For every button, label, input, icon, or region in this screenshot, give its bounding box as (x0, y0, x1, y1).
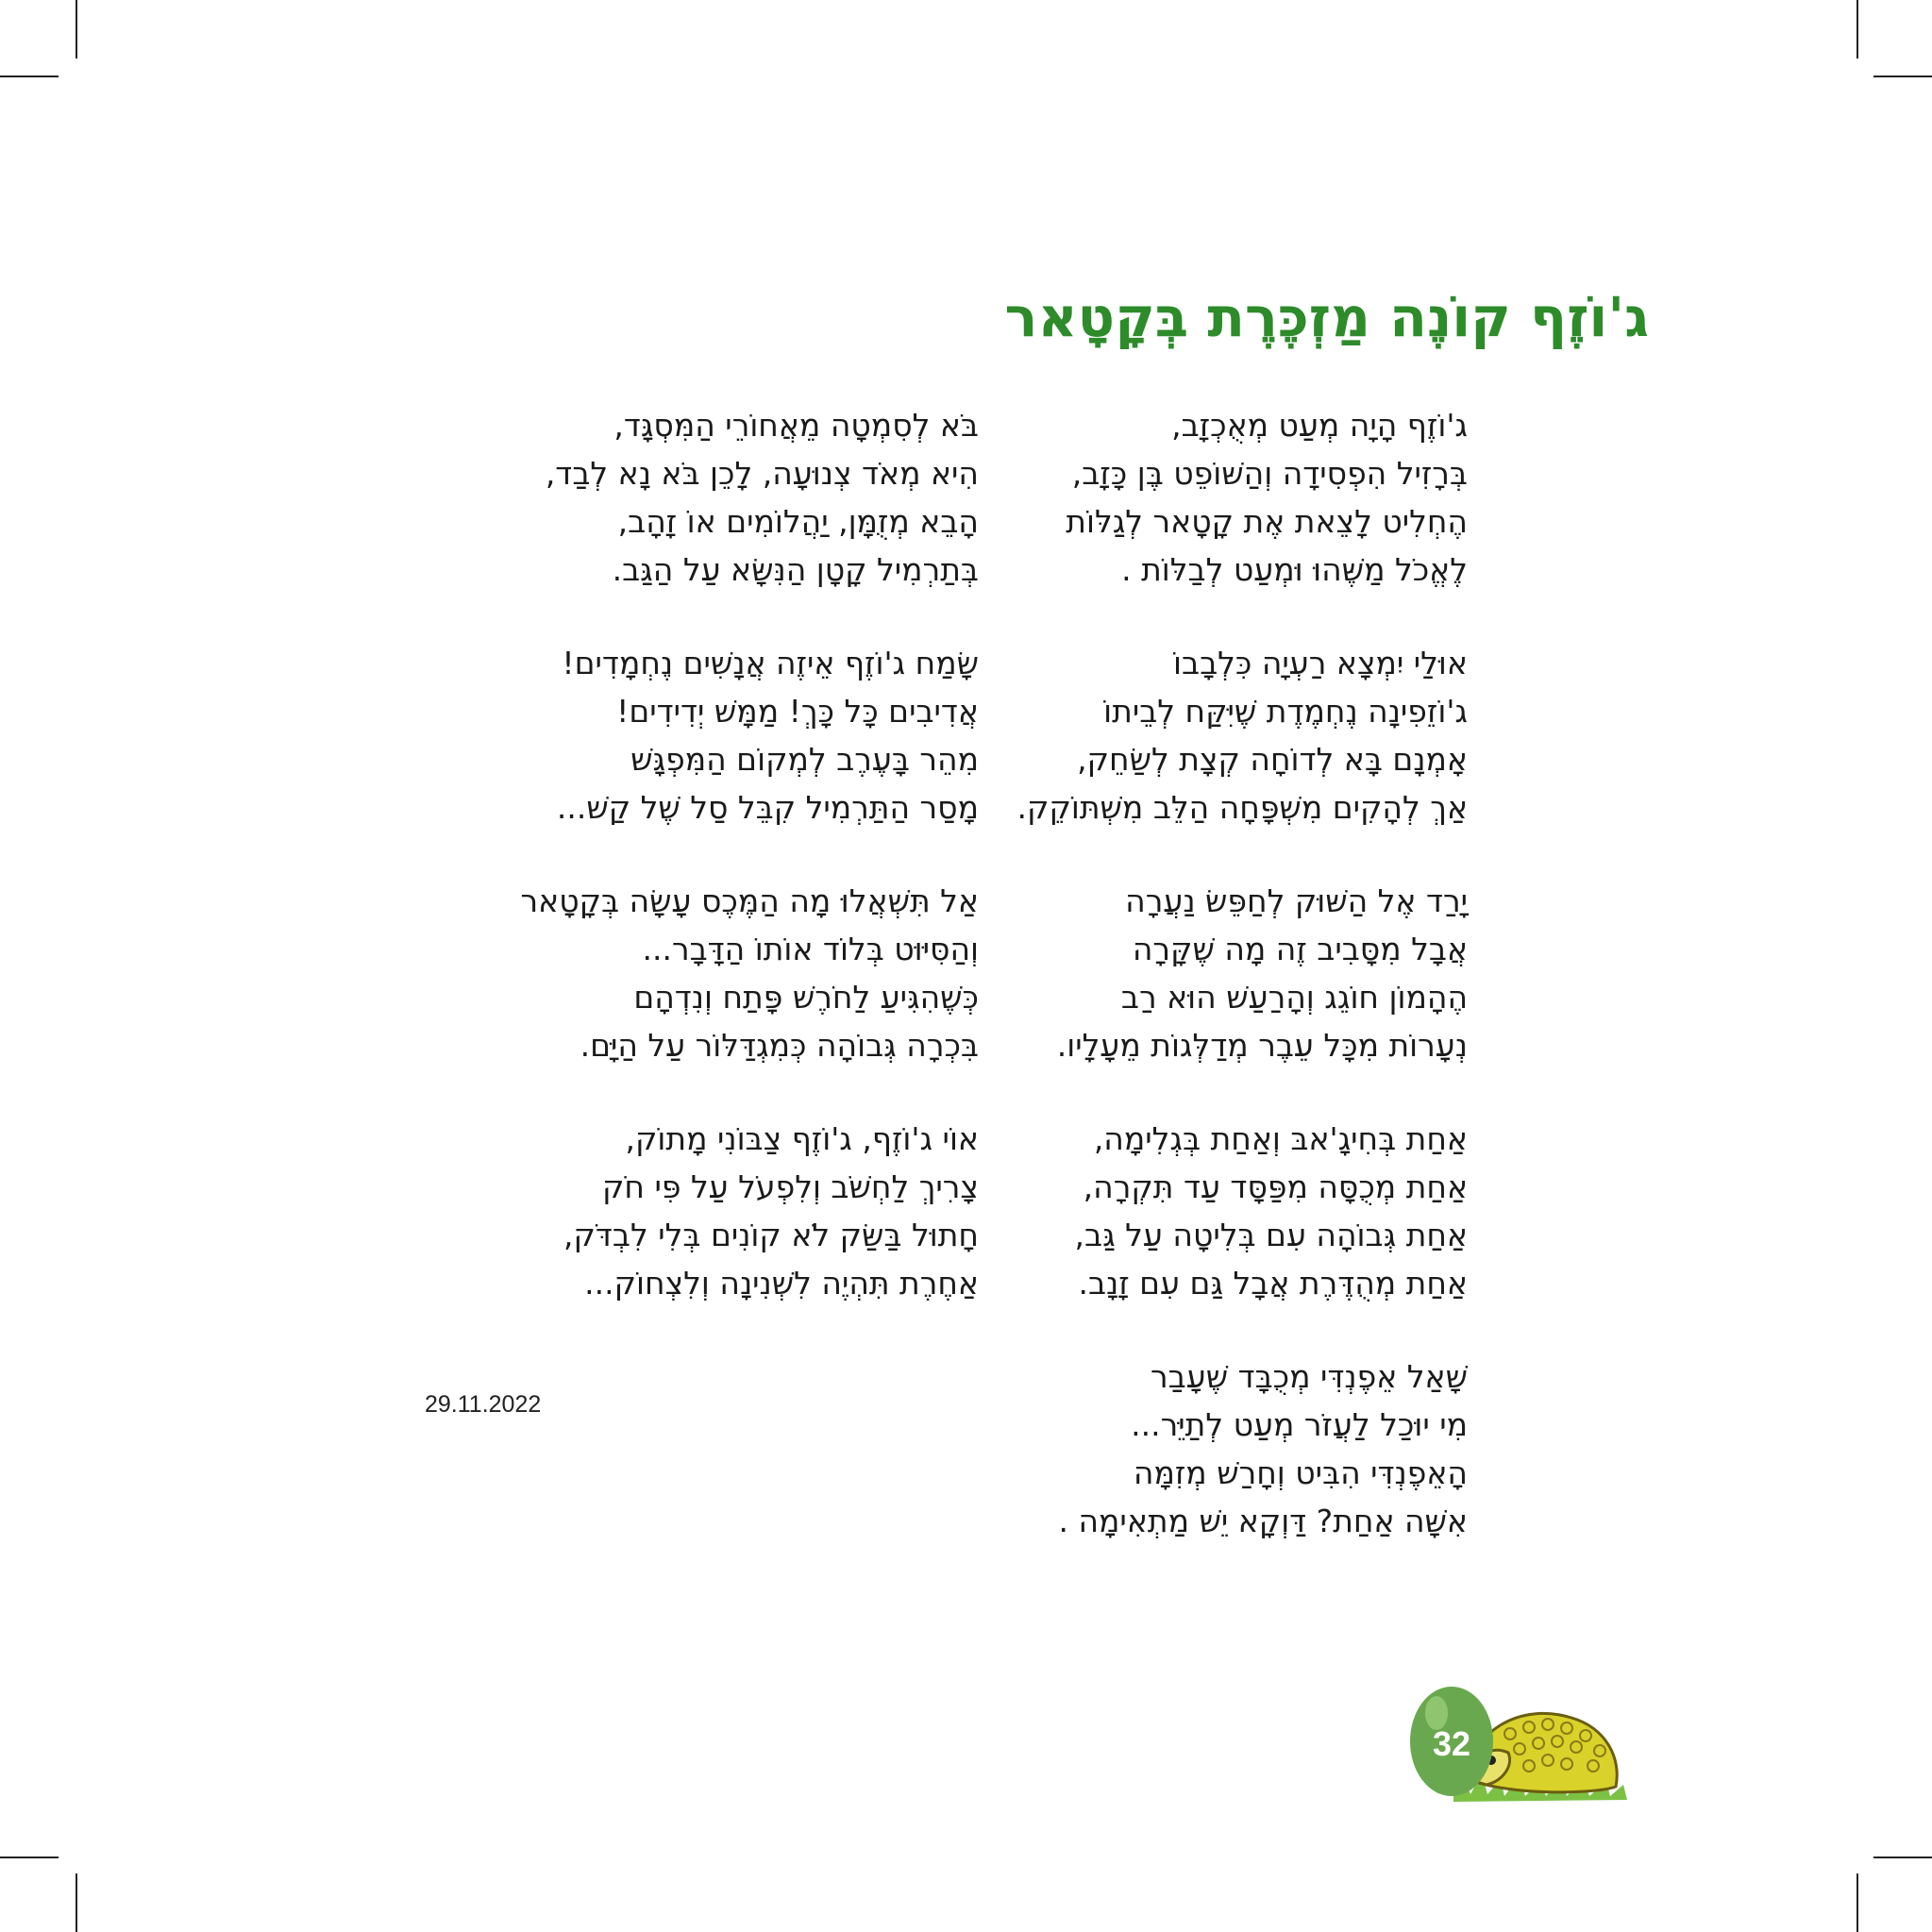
poem-line: אַחַת מְהֻדֶּרֶת אֲבָל גַּם עִם זָנָב. (1078, 1265, 1468, 1302)
poem-line: יָרַד אֶל הַשּׁוּק לְחַפֵּשׂ נַעֲרָה (1125, 882, 1468, 919)
poem-line: אַחַת מְכֻסָּה מִפַּסָּד עַד תִּקְרָה, (1083, 1168, 1468, 1205)
poem-line: אֲדִיבִים כָּל כָּךְ! מַמָּשׁ יְדִידִים! (616, 693, 979, 730)
poem-line: וְהַסִּיּוּט בְּלוֹד אוֹתוֹ הַדָּבָר... (642, 931, 979, 967)
poem-line: כְּשֶׁהִגִּיעַ לַחֹרֶשׁ פָּתַח וְנִדְהָם (633, 979, 979, 1016)
poem-line: נְעָרוֹת מִכָּל עֵבֶר מְדַלְּגוֹת מֵעָלָיו. (1056, 1027, 1468, 1064)
crop-mark (76, 1873, 77, 1932)
poem-line: חָתוּל בַּשַּׂק לֹא קוֹנִים בְּלִי לִבְדֹּק, (563, 1217, 979, 1253)
poem-line: בֹּא לְסִמְטָה מֵאֲחוֹרֵי הַמִּסְגָּד, (613, 407, 979, 444)
hedgehog-with-egg-icon (1397, 1675, 1633, 1817)
poem-line: אָמְנָם בָּא לְדוֹחָה קְצָת לְשַׂחֵק, (1077, 741, 1468, 778)
poem-line: בְּרָזִיל הִפְסִידָה וְהַשּׁוֹפֵט בֶּן כָּזָב, (1071, 455, 1468, 492)
poem-line: שָׂמַח ג'וֹזֶף אֵיזֶה אֲנָשִׁים נֶחְמָדִים! (562, 645, 979, 681)
poem-line: ג'וֹזֶף הָיָה מְעַט מְאֻכְזָב, (1171, 407, 1468, 444)
poem-line: אוּלַי יִמְצָא רַעְיָה כִּלְבָבוֹ (1173, 645, 1468, 681)
poem-line: אַחַת בְּחִיגָ'אבּ וְאַחַת בְּגְלִימָה, (1093, 1120, 1468, 1157)
poem-line: אַחַת גְּבוֹהָה עִם בְּלִיטָה עַל גַּב, (1074, 1217, 1468, 1253)
poem-line: הֶהָמוֹן חוֹגֵג וְהָרַעַשׁ הוּא רַב (1120, 979, 1468, 1016)
stanza (299, 877, 979, 1069)
crop-mark (0, 76, 59, 77)
poem-line: שָׁאַל אֵפֶנְדִּי מְכֻבָּד שֶׁעָבַר (1151, 1358, 1468, 1395)
stanza (788, 1352, 1468, 1545)
stanza (299, 1115, 979, 1307)
poem-line: אַל תִּשְׁאֲלוּ מָה הַמֶּכֶס עָשָׂה בְּקָטָאר (520, 882, 979, 919)
poem-line: אַחֶרֶת תִּהְיֶה לִשְׁנִינָה וְלִצְחוֹק... (584, 1265, 979, 1302)
poem-line: בִּכְרָה גְּבוֹהָה כְּמִגְדַּלּוֹר עַל הַיָּם. (580, 1027, 979, 1064)
poem-line: אַךְ לְהָקִים מִשְׁפָּחָה הַלֵּב מִשְׁתּוֹקֵק. (1016, 789, 1468, 826)
poem-date: 29.11.2022 (425, 1391, 542, 1418)
stanza (299, 401, 979, 594)
poem-line: אֲבָל מִסָּבִיב זֶה מָה שֶׁקָּרָה (1132, 931, 1468, 967)
page-number: 32 (1432, 1724, 1471, 1763)
poem-line: ג'וֹזֵפִינָה נֶחְמֶדֶת שֶׁיִּקַּח לְבֵיתוֹ (1103, 693, 1468, 730)
poem-line: אוֹי ג'וֹזֶף, ג'וֹזֶף צַבּוֹנִי מָתוֹק, (625, 1120, 979, 1157)
poem-line: מִי יוּכַל לַעֲזֹר מְעַט לְתַיֵּר... (1131, 1406, 1468, 1443)
crop-mark (1856, 0, 1858, 59)
poem-line: לֶאֱכֹל מַשֶּׁהוּ וּמְעַט לְבַלּוֹת . (1121, 551, 1468, 588)
poem-line: הֶחְלִיט לָצֵאת אֶת קָטָאר לְגַלּוֹת (1066, 503, 1468, 540)
crop-mark (0, 1856, 59, 1858)
poem-line: הִיא מְאֹד צְנוּעָה, לָכֵן בֹּא נָא לְבַד, (545, 455, 979, 492)
poem-line: בְּתַרְמִיל קָטָן הַנִּשָּׂא עַל הַגַּב. (612, 551, 979, 588)
poem-title: ג'וֹזֶף קוֹנֶה מַזְכֶּרֶת בְּקָטָאר (1004, 284, 1649, 349)
poem-line: הָבֵא מְזֻמָּן, יַהֲלוֹמִים אוֹ זָהָב, (617, 503, 979, 540)
poem-line: מִהֵר בָּעֶרֶב לְמְקוֹם הַמִּפְגָּשׁ (630, 741, 979, 778)
poem-line: צָרִיךְ לַחְשֹׁב וְלִפְעֹל עַל פִּי חֹק (602, 1168, 979, 1205)
crop-mark (1856, 1873, 1858, 1932)
crop-mark (1873, 76, 1932, 77)
poem-line: מָסַר הַתַּרְמִיל קִבֵּל סַל שֶׁל קַשׁ... (556, 789, 979, 826)
stanza (299, 639, 979, 832)
crop-mark (76, 0, 77, 59)
crop-mark (1873, 1856, 1932, 1858)
poem-line: אִשָּׁה אַחַת? דַּוְקָא יֵשׁ מַתְאִימָה . (1058, 1503, 1468, 1539)
poem-line: הָאֵפֶנְדִּי הִבִּיט וְחָרַשׁ מְזִמָּה (1133, 1454, 1468, 1491)
poem-column-left (299, 401, 979, 1352)
